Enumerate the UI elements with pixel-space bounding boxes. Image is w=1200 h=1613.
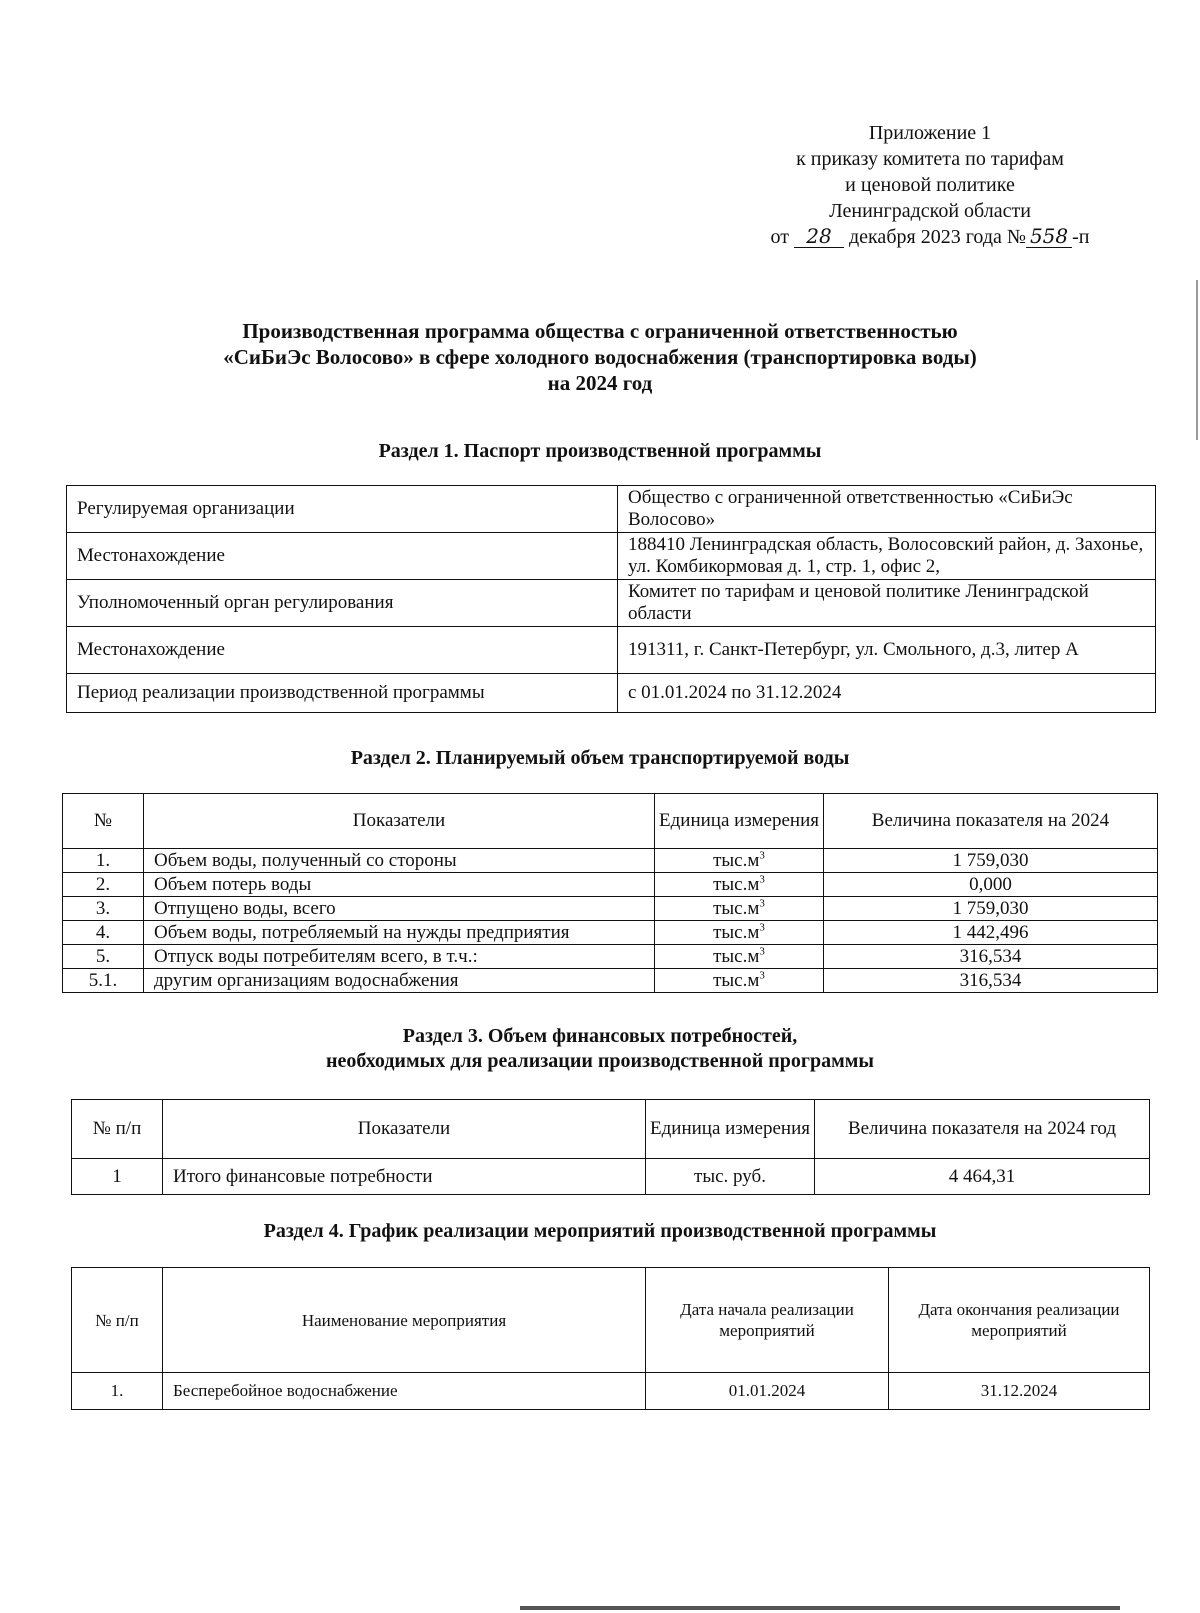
passport-label: Местонахождение [67,533,618,580]
row-unit [655,921,824,945]
row-value: 1 759,030 [824,849,1158,873]
passport-value: Общество с ограниченной ответственностью «СиБиЭс Волосово» [618,486,1156,533]
scan-edge-mark [1196,280,1198,440]
row-number: 1. [72,1373,163,1410]
passport-value: с 01.01.2024 по 31.12.2024 [618,674,1156,713]
row-number: 1 [72,1159,163,1195]
row-unit [655,873,824,897]
row-unit [655,897,824,921]
column-header: Показатели [163,1100,646,1159]
row-value: 316,534 [824,945,1158,969]
column-header: № п/п [72,1268,163,1373]
row-name: Объем потерь воды [144,873,655,897]
date-prefix: от [770,226,789,248]
column-header: Единица измерения [646,1100,815,1159]
passport-label: Местонахождение [67,627,618,674]
column-header: Величина показателя на 2024 год [815,1100,1150,1159]
row-unit [655,969,824,993]
row-unit [655,945,824,969]
passport-label: Регулируемая организации [67,486,618,533]
table-header-row [72,1100,1150,1159]
table-row [63,945,1158,969]
table-row [67,580,1156,627]
unit-text: тыс.м [713,897,760,919]
column-header: Величина показателя на 2024 [824,794,1158,849]
annex-line: и ценовой политике [845,174,1015,196]
row-number: 4. [63,921,144,945]
section2-heading: Раздел 2. Планируемый объем транспортируемой воды [350,747,850,769]
row-unit [655,849,824,873]
heading-line: необходимых для реализации производственной программы [326,1050,874,1072]
column-header: № п/п [72,1100,163,1159]
annex-date-line [740,224,1120,250]
column-header: Дата начала реализации мероприятий [646,1268,889,1373]
heading-line: Раздел 3. Объем финансовых потребностей, [402,1025,798,1047]
passport-label: Период реализации производственной программы [67,674,618,713]
table-header-row [72,1268,1150,1373]
unit-superscript: 3 [759,849,765,862]
column-header: № [63,794,144,849]
document-title [100,318,1100,396]
column-header: Наименование мероприятия [163,1268,646,1373]
unit-superscript: 3 [759,945,765,958]
row-end-date: 31.12.2024 [889,1373,1150,1410]
table-row [72,1373,1150,1410]
column-header: Показатели [144,794,655,849]
row-value: 4 464,31 [815,1159,1150,1195]
unit-superscript: 3 [759,969,765,982]
table-row [63,969,1158,993]
title-line: «СиБиЭс Волосово» в сфере холодного водоснабжения (транспортировка воды) [223,345,977,369]
unit-text: тыс.м [713,873,760,895]
row-value: 1 442,496 [824,921,1158,945]
date-middle: декабря 2023 года № [848,226,1026,248]
column-header: Дата окончания реализации мероприятий [889,1268,1150,1373]
annex-line: к приказу комитета по тарифам [796,148,1064,170]
table-row [63,897,1158,921]
financial-needs-table [71,1099,1150,1195]
unit-superscript: 3 [759,873,765,886]
row-name: Итого финансовые потребности [163,1159,646,1195]
section4-heading: Раздел 4. График реализации мероприятий производственной программы [263,1220,937,1242]
row-number: 3. [63,897,144,921]
passport-label: Уполномоченный орган регулирования [67,580,618,627]
section1-heading: Раздел 1. Паспорт производственной программы [378,440,822,462]
annex-line: Приложение 1 [868,122,992,144]
table-row [63,873,1158,897]
scan-bottom-mark [520,1606,1120,1610]
row-name: Отпущено воды, всего [144,897,655,921]
schedule-table [71,1267,1150,1410]
row-number: 5. [63,945,144,969]
table-header-row [63,794,1158,849]
table-row [72,1159,1150,1195]
table-row [63,849,1158,873]
annex-block [740,120,1120,250]
table-row [67,533,1156,580]
passport-table [66,485,1156,713]
table-row [67,674,1156,713]
row-value: 316,534 [824,969,1158,993]
row-number: 2. [63,873,144,897]
unit-superscript: 3 [759,921,765,934]
row-value: 1 759,030 [824,897,1158,921]
title-line: на 2024 год [547,371,653,395]
annex-line: Ленинградской области [829,200,1031,222]
unit-text: тыс.м [713,921,760,943]
row-name: другим организациям водоснабжения [144,969,655,993]
column-header: Единица измерения [655,794,824,849]
section3-heading [60,1024,1140,1074]
row-name: Бесперебойное водоснабжение [163,1373,646,1410]
passport-value: 191311, г. Санкт-Петербург, ул. Смольного, д.3, литер А [618,627,1156,674]
row-name: Отпуск воды потребителям всего, в т.ч.: [144,945,655,969]
table-row [63,921,1158,945]
date-suffix: -п [1072,226,1090,248]
water-volume-table [62,793,1158,993]
handwritten-order-number: 558 [1026,225,1072,248]
passport-value: Комитет по тарифам и ценовой политике Ленинградской области [618,580,1156,627]
row-value: 0,000 [824,873,1158,897]
row-name: Объем воды, полученный со стороны [144,849,655,873]
row-number: 1. [63,849,144,873]
unit-superscript: 3 [759,897,765,910]
row-number: 5.1. [63,969,144,993]
table-row [67,486,1156,533]
row-unit: тыс. руб. [646,1159,815,1195]
unit-text: тыс.м [713,945,760,967]
row-start-date: 01.01.2024 [646,1373,889,1410]
table-row [67,627,1156,674]
passport-value: 188410 Ленинградская область, Волосовский район, д. Захонье, ул. Комбикормовая д. 1, стр. 1, офис 2, [618,533,1156,580]
unit-text: тыс.м [713,849,760,871]
handwritten-day: 28 [794,225,844,248]
unit-text: тыс.м [713,969,760,991]
row-name: Объем воды, потребляемый на нужды предприятия [144,921,655,945]
title-line: Производственная программа общества с ограниченной ответственностью [242,319,958,343]
